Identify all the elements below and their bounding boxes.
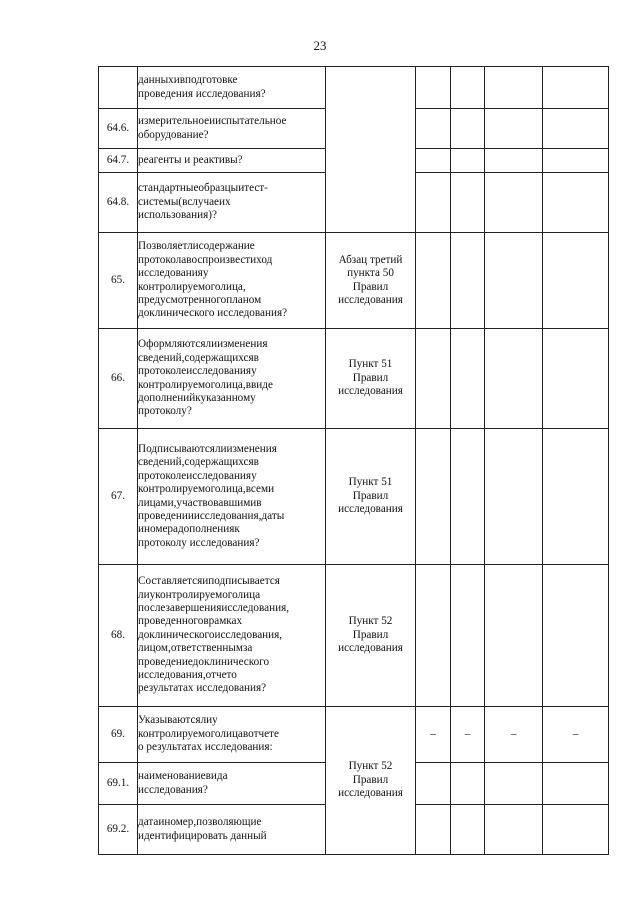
reference-cell — [326, 233, 416, 329]
answer-cell: – — [451, 707, 485, 763]
question-line: Позволяетлисодержание — [138, 240, 255, 253]
question-line: проведениедоклинического — [138, 655, 270, 668]
page-number: 23 — [313, 38, 327, 53]
question-line: проведенноговрамках — [138, 615, 243, 628]
item-number: 65. — [99, 233, 138, 329]
question-line: проведения исследования? — [138, 87, 266, 100]
answer-cell — [485, 805, 543, 855]
answer-cell — [451, 763, 485, 805]
table-row — [99, 329, 609, 429]
reference-cell — [326, 565, 416, 707]
item-number: 68. — [99, 565, 138, 707]
reference-line: Правил — [352, 280, 389, 293]
reference-line: Пункт 52 — [348, 615, 393, 628]
reference-line: Правил — [352, 628, 389, 641]
answer-cell — [451, 173, 485, 233]
item-number: 69. — [99, 707, 138, 763]
item-number: 69.1. — [99, 763, 138, 805]
reference-line: Пункт 51 — [348, 476, 393, 489]
question-line: сведений,содержащихсяв — [138, 351, 259, 364]
question-cell — [138, 67, 326, 109]
answer-cell — [451, 109, 485, 149]
answer-cell — [485, 149, 543, 173]
question-line: протоколу? — [138, 405, 192, 418]
answer-cell — [543, 763, 609, 805]
question-cell — [138, 429, 326, 565]
answer-cell — [451, 429, 485, 565]
question-line: системы(вслучаеих — [138, 195, 231, 208]
item-number: 64.8. — [99, 173, 138, 233]
answer-cell — [543, 149, 609, 173]
question-line: результатах исследования? — [138, 682, 267, 695]
answer-cell — [485, 565, 543, 707]
question-line: использования)? — [138, 209, 217, 222]
table-row — [99, 565, 609, 707]
answer-cell — [485, 329, 543, 429]
question-line: послезавершенияисследования, — [138, 601, 290, 614]
question-line: Составляетсяиподписывается — [138, 575, 280, 588]
item-number — [99, 67, 138, 109]
question-line: лицом,ответственнымза — [138, 642, 253, 655]
question-line: стандартныеобразцыитест- — [138, 182, 268, 195]
reference-line: исследования — [338, 642, 403, 655]
reference-line: Пункт 52 — [348, 760, 393, 773]
question-cell — [138, 805, 326, 855]
answer-cell — [416, 429, 451, 565]
checklist-table — [98, 66, 609, 855]
reference-cell — [326, 329, 416, 429]
item-number: 69.2. — [99, 805, 138, 855]
question-line: лиуконтролируемоголица — [138, 588, 261, 601]
answer-cell — [543, 565, 609, 707]
answer-cell — [416, 173, 451, 233]
reference-line: пункта 50 — [347, 267, 394, 280]
answer-cell — [416, 67, 451, 109]
question-line: сведений,содержащихсяв — [138, 456, 259, 469]
question-cell — [138, 109, 326, 149]
question-line: Указываютсялиу — [138, 714, 218, 727]
question-line: контролируемоголица,ввиде — [138, 378, 273, 391]
question-cell — [138, 763, 326, 805]
question-line: доклиническогоисследования, — [138, 628, 283, 641]
answer-cell — [451, 805, 485, 855]
question-line: измерительноеииспытательное — [138, 115, 287, 128]
item-number: 66. — [99, 329, 138, 429]
question-line: протоколавоспроизвестиход — [138, 253, 273, 266]
answer-cell — [416, 109, 451, 149]
question-line: протоколеисследованияу — [138, 365, 257, 378]
question-line: исследования? — [138, 783, 208, 796]
reference-line: Правил — [352, 773, 389, 786]
question-line: оборудование? — [138, 128, 209, 141]
question-line: наименованиевида — [138, 770, 228, 783]
question-line: лицами,участвовавшимив — [138, 496, 262, 509]
answer-cell — [416, 565, 451, 707]
question-cell — [138, 565, 326, 707]
reference-line: исследования — [338, 503, 403, 516]
answer-cell — [543, 173, 609, 233]
question-line: датаиномер,позволяющие — [138, 816, 262, 829]
reference-line: Правил — [352, 489, 389, 502]
answer-cell — [416, 329, 451, 429]
answer-cell: – — [416, 707, 451, 763]
answer-cell — [543, 805, 609, 855]
answer-cell — [543, 109, 609, 149]
reference-line: исследования — [338, 293, 403, 306]
question-line: протоколу исследования? — [138, 536, 260, 549]
question-line: контролируемоголицавотчете — [138, 727, 279, 740]
question-line: проведенииисследования,даты — [138, 509, 285, 522]
question-cell — [138, 329, 326, 429]
answer-cell — [416, 805, 451, 855]
table-row — [99, 67, 609, 109]
question-line: Оформляютсялиизменения — [138, 338, 268, 351]
answer-cell — [485, 429, 543, 565]
reference-cell — [326, 67, 416, 233]
table-row — [99, 707, 609, 763]
reference-line: Правил — [352, 371, 389, 384]
reference-line: Пункт 51 — [348, 358, 393, 371]
answer-cell — [485, 763, 543, 805]
question-line: данныхивподготовке — [138, 74, 238, 87]
question-line: исследованияу — [138, 267, 209, 280]
question-line: контролируемоголица,всеми — [138, 483, 275, 496]
item-number: 64.6. — [99, 109, 138, 149]
question-line: исследования,отчето — [138, 669, 237, 682]
answer-cell — [416, 763, 451, 805]
reference-line: исследования — [338, 787, 403, 800]
table-row — [99, 233, 609, 329]
answer-cell — [485, 173, 543, 233]
reference-line: Абзац третий — [338, 253, 403, 266]
answer-cell: – — [543, 707, 609, 763]
answer-cell — [485, 109, 543, 149]
reference-cell — [326, 707, 416, 855]
answer-cell — [543, 233, 609, 329]
question-line: о результатах исследования: — [138, 741, 273, 754]
answer-cell — [416, 149, 451, 173]
question-cell — [138, 707, 326, 763]
question-line: идентифицировать данный — [138, 829, 267, 842]
question-cell — [138, 173, 326, 233]
item-number: 67. — [99, 429, 138, 565]
question-line: предусмотренногопланом — [138, 293, 262, 306]
answer-cell — [451, 329, 485, 429]
answer-cell — [485, 233, 543, 329]
answer-cell — [543, 429, 609, 565]
item-number: 64.7. — [99, 149, 138, 173]
answer-cell — [543, 67, 609, 109]
answer-cell — [485, 67, 543, 109]
question-line: протоколеисследованияу — [138, 469, 257, 482]
answer-cell — [451, 233, 485, 329]
reference-cell — [326, 429, 416, 565]
answer-cell — [451, 149, 485, 173]
question-line: Подписываютсялиизменения — [138, 442, 277, 455]
question-line: дополненийкуказанному — [138, 391, 256, 404]
answer-cell — [451, 565, 485, 707]
question-line: иномерадополненияк — [138, 523, 240, 536]
question-cell — [138, 233, 326, 329]
question-line: доклинического исследования? — [138, 307, 288, 320]
question-line: контролируемоголица, — [138, 280, 246, 293]
reference-line: исследования — [338, 385, 403, 398]
question-cell — [138, 149, 326, 173]
table-row — [99, 429, 609, 565]
question-line: реагенты и реактивы? — [138, 153, 243, 166]
answer-cell — [416, 233, 451, 329]
answer-cell — [451, 67, 485, 109]
answer-cell: – — [485, 707, 543, 763]
answer-cell — [543, 329, 609, 429]
